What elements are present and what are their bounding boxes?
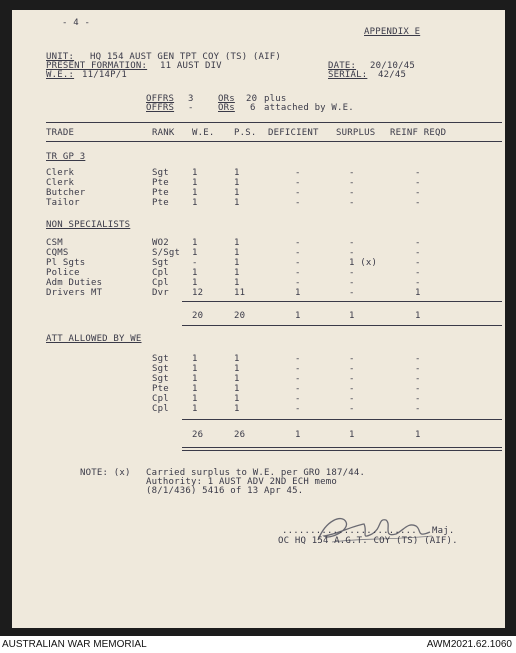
cell-ps: 1	[234, 178, 240, 188]
unit-label: UNIT:	[46, 52, 75, 62]
cell-trade: Butcher	[46, 188, 86, 198]
formation-value: 11 AUST DIV	[160, 61, 222, 71]
cell-rank: Pte	[152, 384, 169, 394]
cell-deficient: -	[295, 268, 301, 278]
footer-source: AUSTRALIAN WAR MEMORIAL	[2, 639, 147, 650]
signature-block: OC HQ 154 A.G.T. COY (TS) (AIF).	[278, 536, 458, 546]
cell-surplus: -	[349, 374, 355, 384]
total-we: 20	[192, 311, 204, 321]
document-page	[12, 10, 505, 628]
serial-value: 42/45	[378, 70, 407, 80]
cell-deficient: -	[295, 278, 301, 288]
page-number: - 4 -	[62, 18, 91, 28]
attached-text: attached by W.E.	[264, 103, 354, 113]
date-label: DATE:	[328, 61, 357, 71]
ors-value: 20	[246, 94, 258, 104]
cell-rank: Cpl	[152, 268, 169, 278]
cell-we: 1	[192, 168, 198, 178]
cell-rank: Pte	[152, 178, 169, 188]
cell-deficient: -	[295, 178, 301, 188]
offrs-attached-value: -	[188, 103, 194, 113]
cell-trade: Clerk	[46, 178, 75, 188]
cell-we: 12	[192, 288, 204, 298]
column-header-ps: P.S.	[234, 128, 257, 138]
column-header-trade: TRADE	[46, 128, 75, 138]
total-rule-top	[182, 419, 502, 420]
column-header-rank: RANK	[152, 128, 175, 138]
cell-trade: Pl Sgts	[46, 258, 86, 268]
cell-ps: 1	[234, 168, 240, 178]
cell-trade: Police	[46, 268, 80, 278]
cell-ps: 1	[234, 248, 240, 258]
cell-we: 1	[192, 404, 198, 414]
ors-label: ORs	[218, 94, 235, 104]
total-surplus: 1	[349, 311, 355, 321]
note-line-2: Authority: 1 AUST ADV 2ND ECH memo	[146, 477, 338, 487]
ors-label-attached: ORs	[218, 103, 235, 113]
cell-we: 1	[192, 248, 198, 258]
cell-surplus: -	[349, 354, 355, 364]
cell-rank: WO2	[152, 238, 169, 248]
cell-rank: Sgt	[152, 364, 169, 374]
cell-ps: 1	[234, 278, 240, 288]
cell-ps: 1	[234, 394, 240, 404]
cell-rank: Cpl	[152, 404, 169, 414]
cell-reinf: -	[415, 394, 421, 404]
total-rule-double-1	[182, 447, 502, 448]
offrs-value: 3	[188, 94, 194, 104]
cell-surplus: -	[349, 394, 355, 404]
appendix-label: APPENDIX E	[364, 27, 421, 37]
header-rule-bottom	[46, 141, 502, 142]
note-line-3: (8/1/436) 5416 of 13 Apr 45.	[146, 486, 304, 496]
cell-deficient: -	[295, 404, 301, 414]
cell-ps: 11	[234, 288, 246, 298]
cell-trade: Tailor	[46, 198, 80, 208]
cell-deficient: -	[295, 374, 301, 384]
cell-we: 1	[192, 384, 198, 394]
cell-reinf: -	[415, 384, 421, 394]
header-rule-top	[46, 122, 502, 123]
cell-surplus: -	[349, 384, 355, 394]
cell-reinf: -	[415, 168, 421, 178]
formation-label: PRESENT FORMATION:	[46, 61, 148, 71]
cell-rank: Dvr	[152, 288, 169, 298]
cell-trade: CSM	[46, 238, 63, 248]
cell-rank: Sgt	[152, 354, 169, 364]
we-value: 11/14P/1	[82, 70, 127, 80]
cell-ps: 1	[234, 364, 240, 374]
cell-ps: 1	[234, 258, 240, 268]
cell-deficient: -	[295, 238, 301, 248]
note-line-1: Carried surplus to W.E. per GRO 187/44.	[146, 468, 366, 478]
signature-dotted-line: ........................	[282, 526, 417, 536]
cell-deficient: -	[295, 364, 301, 374]
cell-rank: Sgt	[152, 168, 169, 178]
cell-ps: 1	[234, 374, 240, 384]
total-we: 26	[192, 430, 204, 440]
cell-reinf: -	[415, 248, 421, 258]
cell-surplus: -	[349, 364, 355, 374]
cell-we: -	[192, 258, 198, 268]
cell-we: 1	[192, 364, 198, 374]
cell-rank: Cpl	[152, 394, 169, 404]
cell-reinf: -	[415, 374, 421, 384]
cell-ps: 1	[234, 188, 240, 198]
cell-reinf: -	[415, 198, 421, 208]
cell-deficient: 1	[295, 288, 301, 298]
section-title-non-specialists: NON SPECIALISTS	[46, 220, 131, 230]
cell-reinf: -	[415, 364, 421, 374]
cell-deficient: -	[295, 394, 301, 404]
cell-rank: S/Sgt	[152, 248, 181, 258]
cell-surplus: -	[349, 404, 355, 414]
cell-ps: 1	[234, 384, 240, 394]
cell-ps: 1	[234, 404, 240, 414]
note-label: NOTE: (x)	[80, 468, 131, 478]
cell-ps: 1	[234, 268, 240, 278]
date-value: 20/10/45	[370, 61, 415, 71]
cell-ps: 1	[234, 238, 240, 248]
column-header-reinf-reqd: REINF REQD	[390, 128, 447, 138]
cell-ps: 1	[234, 198, 240, 208]
cell-trade: Adm Duties	[46, 278, 103, 288]
total-deficient: 1	[295, 430, 301, 440]
cell-surplus: -	[349, 238, 355, 248]
total-rule-double-2	[182, 450, 502, 451]
cell-surplus: -	[349, 278, 355, 288]
cell-we: 1	[192, 188, 198, 198]
cell-we: 1	[192, 178, 198, 188]
column-header-we: W.E.	[192, 128, 215, 138]
cell-reinf: -	[415, 258, 421, 268]
subtotal-rule-bottom	[182, 325, 502, 326]
subtotal-rule-top	[182, 301, 502, 302]
cell-surplus: -	[349, 248, 355, 258]
offrs-label: OFFRS	[146, 94, 175, 104]
total-reinf: 1	[415, 311, 421, 321]
cell-deficient: -	[295, 198, 301, 208]
cell-reinf: -	[415, 404, 421, 414]
cell-deficient: -	[295, 248, 301, 258]
cell-we: 1	[192, 374, 198, 384]
signature-rank: Maj.	[432, 526, 455, 536]
cell-surplus: -	[349, 178, 355, 188]
cell-we: 1	[192, 354, 198, 364]
cell-we: 1	[192, 238, 198, 248]
cell-reinf: -	[415, 278, 421, 288]
cell-surplus: -	[349, 288, 355, 298]
cell-deficient: -	[295, 188, 301, 198]
cell-deficient: -	[295, 168, 301, 178]
we-label: W.E.:	[46, 70, 75, 80]
cell-deficient: -	[295, 384, 301, 394]
cell-surplus: 1 (x)	[349, 258, 378, 268]
cell-rank: Sgt	[152, 258, 169, 268]
cell-trade: CQMS	[46, 248, 69, 258]
cell-rank: Cpl	[152, 278, 169, 288]
cell-rank: Pte	[152, 198, 169, 208]
cell-ps: 1	[234, 354, 240, 364]
cell-we: 1	[192, 394, 198, 404]
cell-surplus: -	[349, 188, 355, 198]
cell-reinf: -	[415, 238, 421, 248]
cell-reinf: -	[415, 268, 421, 278]
archive-footer	[0, 636, 516, 653]
unit-value: HQ 154 AUST GEN TPT COY (TS) (AIF)	[90, 52, 282, 62]
column-header-deficient: DEFICIENT	[268, 128, 319, 138]
total-surplus: 1	[349, 430, 355, 440]
total-ps: 26	[234, 430, 246, 440]
cell-we: 1	[192, 268, 198, 278]
cell-rank: Sgt	[152, 374, 169, 384]
cell-surplus: -	[349, 198, 355, 208]
cell-trade: Drivers MT	[46, 288, 103, 298]
total-reinf: 1	[415, 430, 421, 440]
cell-reinf: -	[415, 354, 421, 364]
cell-reinf: 1	[415, 288, 421, 298]
ors-attached-value: 6	[250, 103, 256, 113]
cell-reinf: -	[415, 178, 421, 188]
section-title-tr-gp-3: TR GP 3	[46, 152, 86, 162]
cell-deficient: -	[295, 258, 301, 268]
offrs-label-attached: OFFRS	[146, 103, 175, 113]
cell-surplus: -	[349, 168, 355, 178]
total-deficient: 1	[295, 311, 301, 321]
total-ps: 20	[234, 311, 246, 321]
cell-deficient: -	[295, 354, 301, 364]
plus-text: plus	[264, 94, 287, 104]
section-title-att-allowed: ATT ALLOWED BY WE	[46, 334, 142, 344]
cell-rank: Pte	[152, 188, 169, 198]
cell-surplus: -	[349, 268, 355, 278]
serial-label: SERIAL:	[328, 70, 368, 80]
cell-reinf: -	[415, 188, 421, 198]
cell-trade: Clerk	[46, 168, 75, 178]
footer-accession: AWM2021.62.1060	[426, 639, 512, 650]
cell-we: 1	[192, 198, 198, 208]
cell-we: 1	[192, 278, 198, 288]
column-header-surplus: SURPLUS	[336, 128, 376, 138]
